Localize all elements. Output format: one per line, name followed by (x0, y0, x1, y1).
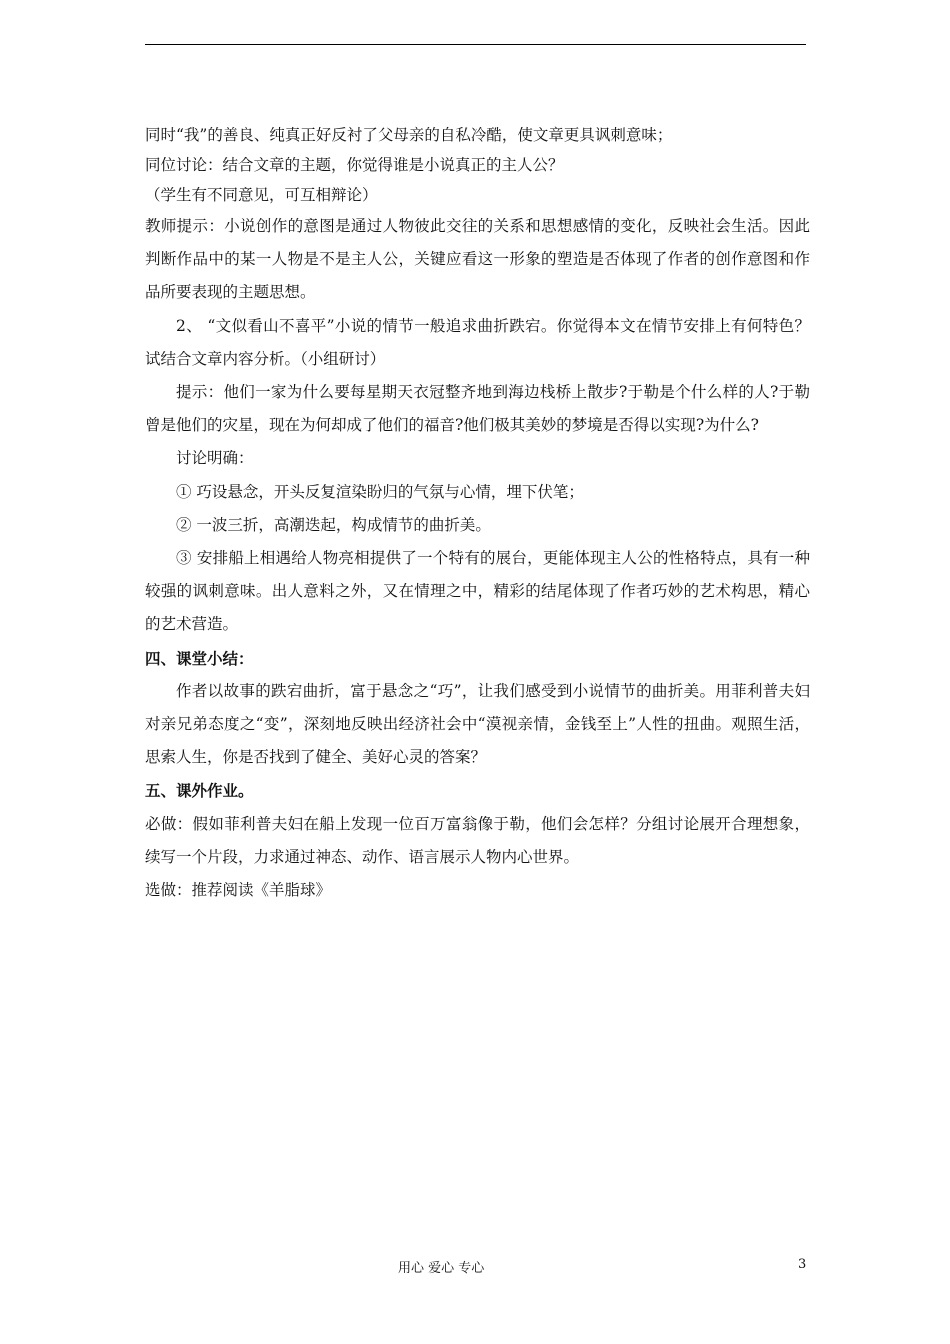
section-heading: 四、课堂小结： (145, 648, 254, 668)
paragraph: 必做：假如菲利普夫妇在船上发现一位百万富翁像于勒，他们会怎样？分组讨论展开合理想象，续写一个片段，力求通过神态、动作、语言展示人物内心世界。 (145, 814, 810, 866)
list-item: ① 巧设悬念，开头反复渲染盼归的气氛与心情，埋下伏笔； (176, 482, 584, 501)
document-body (145, 120, 810, 907)
paragraph: （学生有不同意见，可互相辩论） (145, 186, 378, 204)
paragraph: 同时“我”的善良、纯真正好反衬了父母亲的自私冷酷，使文章更具讽刺意味； (145, 126, 673, 144)
paragraph: 教师提示：小说创作的意图是通过人物彼此交往的关系和思想感情的变化，反映社会生活。因此判断作品中的某一人物是不是主人公，关键应看这一形象的塑造是否体现了作者的创作意图和作品所要表现的主题思想。 (145, 217, 810, 302)
paragraph: 选做：推荐阅读《羊脂球》 (145, 881, 332, 900)
list-item: ② 一波三折，高潮迭起，构成情节的曲折美。 (176, 515, 491, 534)
footer-motto: 用心 爱心 专心 (398, 1261, 485, 1276)
paragraph: 提示：他们一家为什么要每星期天衣冠整齐地到海边栈桥上散步?于勒是个什么样的人?于勒曾是他们的灾星，现在为何却成了他们的福音?他们极其美妙的梦境是否得以实现?为什么? (145, 383, 810, 435)
paragraph: 同位讨论：结合文章的主题，你觉得谁是小说真正的主人公？ (145, 156, 564, 174)
header-rule (145, 44, 806, 45)
paragraph: 讨论明确： (176, 449, 254, 468)
paragraph: 2、 “文似看山不喜平”小说的情节一般追求曲折跌宕。你觉得本文在情节安排上有何特色？试结合文章内容分析。（小组研讨） (145, 316, 810, 368)
paragraph: 作者以故事的跌宕曲折，富于悬念之“巧”，让我们感受到小说情节的曲折美。用菲利普夫妇对亲兄弟态度之“变”，深刻地反映出经济社会中“漠视亲情，金钱至上”人性的扭曲。观照生活，思索人生，你是否找到了健全、美好心灵的答案？ (145, 681, 810, 767)
page-number: 3 (798, 1257, 807, 1272)
list-item: ③ 安排船上相遇给人物亮相提供了一个特有的展台，更能体现主人公的性格特点，具有一种较强的讽刺意味。出人意料之外，又在情理之中，精彩的结尾体现了作者巧妙的艺术构思，精心的艺术营造。 (145, 549, 810, 634)
section-heading: 五、课外作业。 (145, 781, 254, 801)
